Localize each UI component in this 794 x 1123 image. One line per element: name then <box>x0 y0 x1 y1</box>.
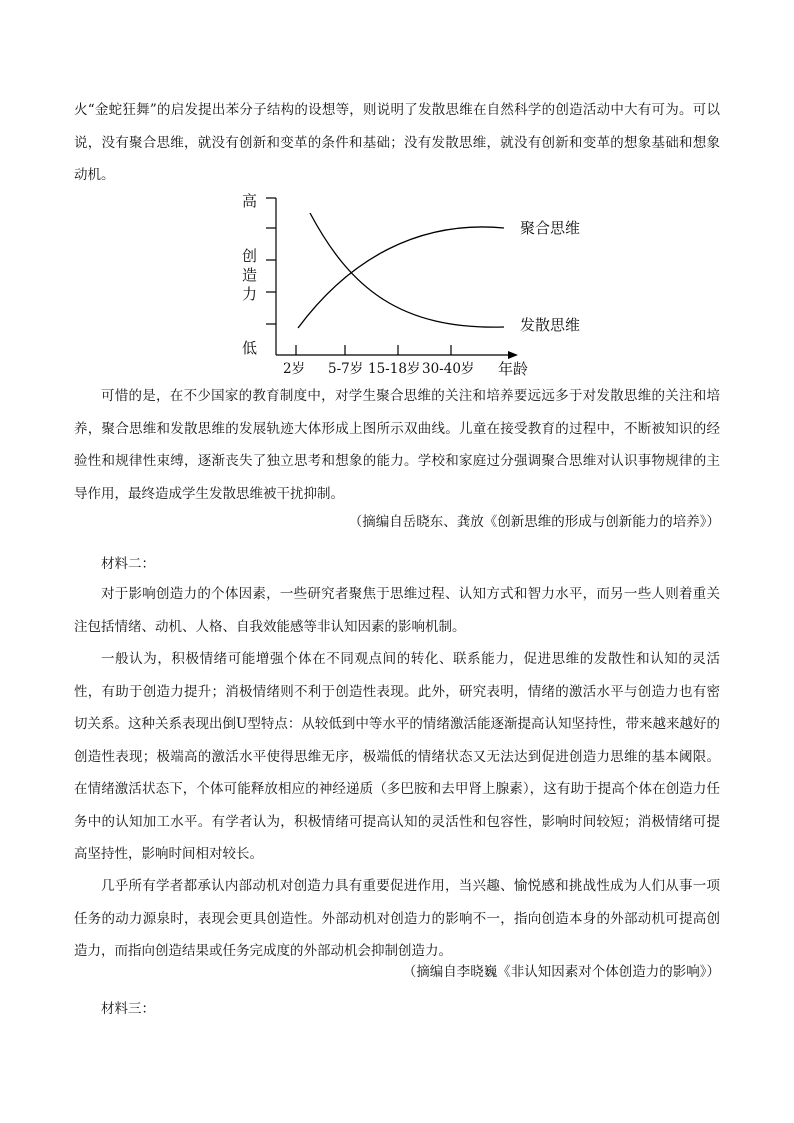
thinking-development-chart <box>230 188 600 378</box>
series-label-convergent: 聚合思维 <box>520 219 581 237</box>
x-tick-label: 5-7岁 <box>328 361 364 377</box>
x-tick-label: 30-40岁 <box>422 361 475 377</box>
y-axis-label: 创 造 力 <box>242 247 258 303</box>
material-3-heading: 材料三： <box>101 1001 155 1017</box>
source-citation-2: （摘编自李晓巍《非认知因素对个体创造力的影响》） <box>402 964 720 980</box>
series-label-divergent: 发散思维 <box>520 316 581 334</box>
x-axis-label: 年龄 <box>498 360 529 378</box>
x-tick-label: 15-18岁 <box>368 361 421 377</box>
material-2-heading: 材料二： <box>101 556 155 572</box>
x-axis-arrow <box>508 351 518 359</box>
paragraph-individual-factors: 对于影响创造力的个体因素，一些研究者聚焦于思维过程、认知方式和智力水平，而另一些人则着重关注包括情绪、动机、人格、自我效能感等非认知因素的影响机制。 <box>74 586 720 635</box>
series-line-divergent <box>310 213 504 327</box>
paragraph-intro: 火“金蛇狂舞”的启发提出苯分子结构的设想等，则说明了发散思维在自然科学的创造活动中大有可为。可以说，没有聚合思维，就没有创新和变革的条件和基础；没有发散思维，就没有创新和变革的想象基础和想象动机。 <box>74 102 720 183</box>
source-citation-1: （摘编自岳晓东、龚放《创新思维的形成与创新能力的培养》） <box>348 514 720 530</box>
paragraph-emotion: 一般认为，积极情绪可能增强个体在不同观点间的转化、联系能力，促进思维的发散性和认知的灵活性，有助于创造力提升；消极情绪则不利于创造性表现。此外，研究表明，情绪的激活水平与创造力也有密切关系。这种关系表现出倒U型特点：从较低到中等水平的情绪激活能逐渐提高认知坚持性，带来越来越好的创造性表现；极端高的激活水平使得思维无序，极端低的情绪状态又无法达到促进创造力思维的基本阈限。在情绪激活状态下，个体可能释放相应的神经递质（多巴胺和去甲肾上腺素），这有助于提高个体在创造力任务中的认知加工水平。有学者认为，积极情绪可提高认知的灵活性和包容性，影响时间较短；消极情绪可提高坚持性，影响时间相对较长。 <box>74 651 720 862</box>
paragraph-education: 可惜的是，在不少国家的教育制度中，对学生聚合思维的关注和培养要远远多于对发散思维的关注和培养，聚合思维和发散思维的发展轨迹大体形成上图所示双曲线。儿童在接受教育的过程中，不断被知识的经验性和规律性束缚，逐渐丧失了独立思考和想象的能力。学校和家庭过分强调聚合思维对认识事物规律的主导作用，最终造成学生发散思维被干扰抑制。 <box>74 388 720 502</box>
series-line-convergent <box>298 227 504 328</box>
y-high-label: 高 <box>242 192 258 210</box>
x-tick-label: 2岁 <box>283 361 306 377</box>
paragraph-motivation: 几乎所有学者都承认内部动机对创造力具有重要促进作用，当兴趣、愉悦感和挑战性成为人们从事一项任务的动力源泉时，表现会更具创造性。外部动机对创造力的影响不一，指向创造本身的外部动机可提高创造力，而指向创造结果或任务完成度的外部动机会抑制创造力。 <box>74 878 720 959</box>
y-low-label: 低 <box>242 339 258 357</box>
